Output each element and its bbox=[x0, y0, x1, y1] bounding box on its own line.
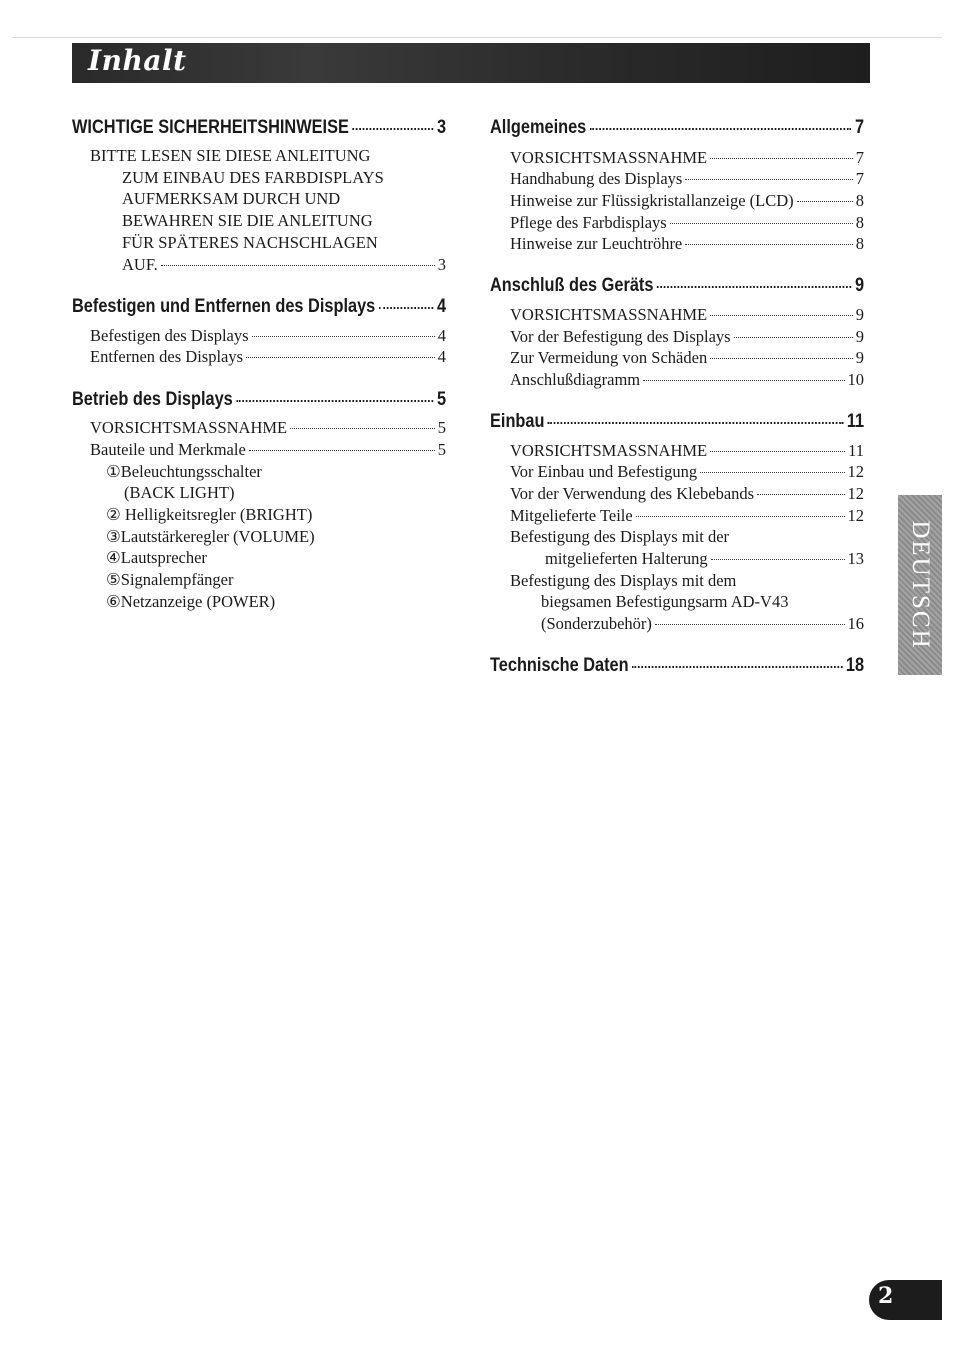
heading-page: 9 bbox=[855, 275, 865, 296]
toc-heading[interactable] bbox=[490, 275, 864, 297]
entry-label: Handhabung des Displays bbox=[510, 169, 683, 188]
entry-page: 12 bbox=[847, 462, 864, 481]
toc-entry[interactable] bbox=[90, 418, 446, 438]
entry-label: Hinweise zur Leuchtröhre bbox=[510, 234, 683, 253]
toc-entry[interactable] bbox=[510, 305, 864, 325]
toc-heading[interactable] bbox=[72, 296, 446, 318]
toc-subline: ⑥Netzanzeige (POWER) bbox=[106, 592, 276, 611]
entry-label: Mitgelieferte Teile bbox=[510, 506, 633, 525]
entry-page: 12 bbox=[847, 484, 864, 503]
toc-entry[interactable] bbox=[510, 506, 864, 526]
entry-label: Zur Vermeidung von Schäden bbox=[510, 348, 708, 367]
toc-line: biegsamen Befestigungsarm AD-V43 bbox=[541, 592, 789, 611]
toc-entry[interactable] bbox=[90, 326, 446, 346]
toc-line: BEWAHREN SIE DIE ANLEITUNG bbox=[122, 211, 373, 230]
entry-page: 7 bbox=[855, 169, 864, 188]
toc-subline: ② Helligkeitsregler (BRIGHT) bbox=[106, 505, 313, 524]
toc-line: ZUM EINBAU DES FARBDISPLAYS bbox=[122, 168, 384, 187]
toc-entry[interactable] bbox=[90, 347, 446, 367]
toc-subline: ④Lautsprecher bbox=[106, 548, 207, 567]
heading-label: Technische Daten bbox=[490, 655, 629, 676]
entry-label: Vor der Verwendung des Klebebands bbox=[510, 484, 755, 503]
entry-label: AUF. bbox=[122, 255, 158, 274]
toc-entry[interactable] bbox=[545, 549, 864, 569]
entry-page: 9 bbox=[855, 327, 864, 346]
toc-entry[interactable] bbox=[510, 213, 864, 233]
toc-entry[interactable] bbox=[510, 462, 864, 482]
entry-page: 4 bbox=[437, 326, 446, 345]
entry-label: (Sonderzubehör) bbox=[541, 614, 652, 633]
language-tab-label: DEUTSCH bbox=[907, 520, 934, 650]
toc-heading[interactable] bbox=[490, 411, 864, 433]
entry-page: 16 bbox=[847, 614, 864, 633]
entry-label: VORSICHTSMASSNAHME bbox=[510, 148, 708, 167]
entry-page: 9 bbox=[855, 348, 864, 367]
heading-label: Befestigen und Entfernen des Displays bbox=[72, 296, 376, 317]
toc-entry[interactable] bbox=[510, 327, 864, 347]
title-bar bbox=[72, 43, 870, 83]
entry-page: 11 bbox=[848, 441, 864, 460]
entry-label: Vor der Befestigung des Displays bbox=[510, 327, 731, 346]
entry-page: 3 bbox=[437, 255, 446, 274]
toc-subline: ⑤Signalempfänger bbox=[106, 570, 234, 589]
page-number: 2 bbox=[878, 1283, 894, 1309]
entry-label: Befestigen des Displays bbox=[90, 326, 249, 345]
toc-entry[interactable] bbox=[510, 148, 864, 168]
entry-label: VORSICHTSMASSNAHME bbox=[510, 305, 708, 324]
toc-entry[interactable] bbox=[510, 370, 864, 390]
entry-label: mitgelieferten Halterung bbox=[545, 549, 708, 568]
entry-page: 9 bbox=[855, 305, 864, 324]
toc-heading[interactable] bbox=[72, 389, 446, 411]
entry-page: 4 bbox=[437, 347, 446, 366]
toc-entry[interactable] bbox=[510, 234, 864, 254]
entry-page: 5 bbox=[437, 440, 446, 459]
heading-page: 18 bbox=[845, 655, 865, 676]
toc-entry[interactable] bbox=[510, 169, 864, 189]
toc-heading[interactable] bbox=[490, 655, 864, 677]
toc-line: AUFMERKSAM DURCH UND bbox=[122, 189, 341, 208]
toc-subline: (BACK LIGHT) bbox=[124, 483, 235, 502]
heading-label: Anschluß des Geräts bbox=[490, 275, 654, 296]
top-rule bbox=[12, 37, 942, 38]
entry-label: Vor Einbau und Befestigung bbox=[510, 462, 698, 481]
entry-page: 8 bbox=[855, 234, 864, 253]
toc-subline: ③Lautstärkeregler (VOLUME) bbox=[106, 527, 315, 546]
heading-page: 7 bbox=[855, 117, 865, 138]
heading-page: 11 bbox=[846, 411, 865, 432]
toc-entry[interactable] bbox=[510, 348, 864, 368]
entry-page: 8 bbox=[855, 191, 864, 210]
entry-page: 5 bbox=[437, 418, 446, 437]
toc-heading[interactable] bbox=[72, 117, 446, 139]
entry-label: VORSICHTSMASSNAHME bbox=[90, 418, 288, 437]
entry-page: 13 bbox=[847, 549, 864, 568]
heading-label: Allgemeines bbox=[490, 117, 587, 138]
entry-page: 8 bbox=[855, 213, 864, 232]
entry-page: 10 bbox=[847, 370, 864, 389]
heading-page: 4 bbox=[437, 296, 447, 317]
heading-label: WICHTIGE SICHERHEITSHINWEISE bbox=[72, 117, 349, 138]
toc-line: BITTE LESEN SIE DIESE ANLEITUNG bbox=[90, 146, 371, 165]
toc-entry[interactable] bbox=[510, 441, 864, 461]
toc-entry[interactable] bbox=[541, 614, 864, 634]
heading-label: Einbau bbox=[490, 411, 545, 432]
entry-label: Entfernen des Displays bbox=[90, 347, 244, 366]
entry-label: Hinweise zur Flüssigkristallanzeige (LCD) bbox=[510, 191, 794, 210]
entry-label: Pflege des Farbdisplays bbox=[510, 213, 667, 232]
toc-entry[interactable] bbox=[90, 440, 446, 460]
heading-label: Betrieb des Displays bbox=[72, 389, 233, 410]
entry-page: 12 bbox=[847, 506, 864, 525]
toc-entry[interactable] bbox=[510, 191, 864, 211]
toc-line: Befestigung des Displays mit der bbox=[510, 527, 730, 546]
heading-page: 3 bbox=[437, 117, 447, 138]
page-number-badge bbox=[869, 1280, 942, 1320]
entry-label: Anschlußdiagramm bbox=[510, 370, 641, 389]
entry-label: VORSICHTSMASSNAHME bbox=[510, 441, 708, 460]
toc-entry[interactable] bbox=[510, 484, 864, 504]
toc-line: Befestigung des Displays mit dem bbox=[510, 571, 737, 590]
language-tab bbox=[898, 495, 942, 675]
toc-entry[interactable] bbox=[122, 255, 446, 275]
entry-page: 7 bbox=[855, 148, 864, 167]
toc-subline: ①Beleuchtungsschalter bbox=[106, 462, 262, 481]
entry-label: Bauteile und Merkmale bbox=[90, 440, 246, 459]
toc-line: FÜR SPÄTERES NACHSCHLAGEN bbox=[122, 233, 378, 252]
heading-page: 5 bbox=[437, 389, 447, 410]
page-title: Inhalt bbox=[88, 44, 187, 77]
toc-heading[interactable] bbox=[490, 117, 864, 139]
